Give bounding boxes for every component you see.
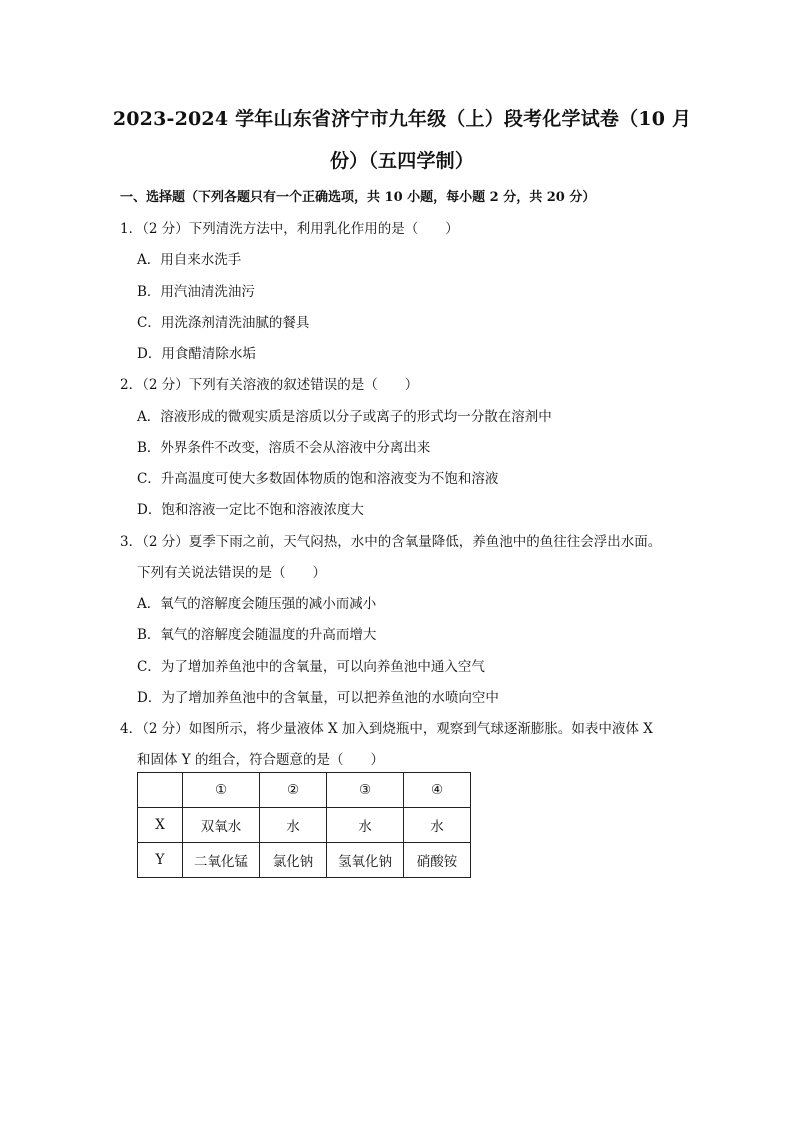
table-row (138, 808, 471, 843)
question-3-option-c: C．为了增加养鱼池中的含氧量，可以向养鱼池中通入空气 (137, 659, 485, 675)
table-header-cell (138, 773, 183, 808)
table-row-label: X (138, 808, 183, 843)
table-cell: 水 (260, 808, 327, 843)
question-3-option-d: D．为了增加养鱼池中的含氧量，可以把养鱼池的水喷向空中 (137, 690, 499, 706)
question-4-stem: 4．（2 分）如图所示，将少量液体 X 加入到烧瓶中，观察到气球逐渐膨胀。如表中液体 X (120, 721, 653, 737)
question-1-option-c: C．用洗涤剂清洗油腻的餐具 (137, 315, 310, 331)
question-2-option-c: C．升高温度可使大多数固体物质的饱和溶液变为不饱和溶液 (137, 471, 499, 487)
table-cell: 双氧水 (183, 808, 260, 843)
question-2-stem: 2．（2 分）下列有关溶液的叙述错误的是（ ） (120, 377, 419, 393)
table-header-row (138, 773, 471, 808)
question-1-stem: 1．（2 分）下列清洗方法中，利用乳化作用的是（ ） (120, 221, 459, 237)
exam-title-line-2: 份）（五四学制） (329, 150, 475, 172)
question-1-option-b: B．用汽油清洗油污 (137, 284, 255, 300)
table-cell: 二氧化锰 (183, 843, 260, 878)
question-3-option-b: B．氧气的溶解度会随温度的升高而增大 (137, 627, 377, 643)
exam-title-line-1: 2023-2024 学年山东省济宁市九年级（上）段考化学试卷（10 月 (112, 108, 692, 130)
table-header-cell: ④ (404, 773, 471, 808)
table-row-label: Y (138, 843, 183, 878)
question-2-option-a: A．溶液形成的微观实质是溶质以分子或离子的形式均一分散在溶剂中 (137, 409, 552, 425)
table-cell: 氯化钠 (260, 843, 327, 878)
question-1-option-a: A．用自来水洗手 (137, 252, 242, 268)
section-heading: 一、选择题（下列各题只有一个正确选项，共 10 小题，每小题 2 分，共 20 分） (120, 190, 596, 205)
question-3-stem: 3．（2 分）夏季下雨之前，天气闷热，水中的含氧量降低，养鱼池中的鱼往往会浮出水面。 (120, 534, 662, 550)
table-header-cell: ② (260, 773, 327, 808)
question-1-option-d: D．用食醋清除水垢 (137, 346, 256, 362)
table-header-cell: ③ (327, 773, 404, 808)
question-3-stem-continuation: 下列有关说法错误的是（ ） (137, 565, 326, 581)
table-cell: 水 (404, 808, 471, 843)
question-4-combination-table (137, 772, 471, 878)
table-cell: 氢氧化钠 (327, 843, 404, 878)
table-cell: 硝酸铵 (404, 843, 471, 878)
question-2-option-b: B．外界条件不改变，溶质不会从溶液中分离出来 (137, 440, 431, 456)
question-4-stem-continuation: 和固体 Y 的组合，符合题意的是（ ） (137, 752, 384, 768)
question-2-option-d: D．饱和溶液一定比不饱和溶液浓度大 (137, 502, 364, 518)
table-cell: 水 (327, 808, 404, 843)
question-3-option-a: A．氧气的溶解度会随压强的减小而减小 (137, 596, 377, 612)
table-header-cell: ① (183, 773, 260, 808)
table-row (138, 843, 471, 878)
